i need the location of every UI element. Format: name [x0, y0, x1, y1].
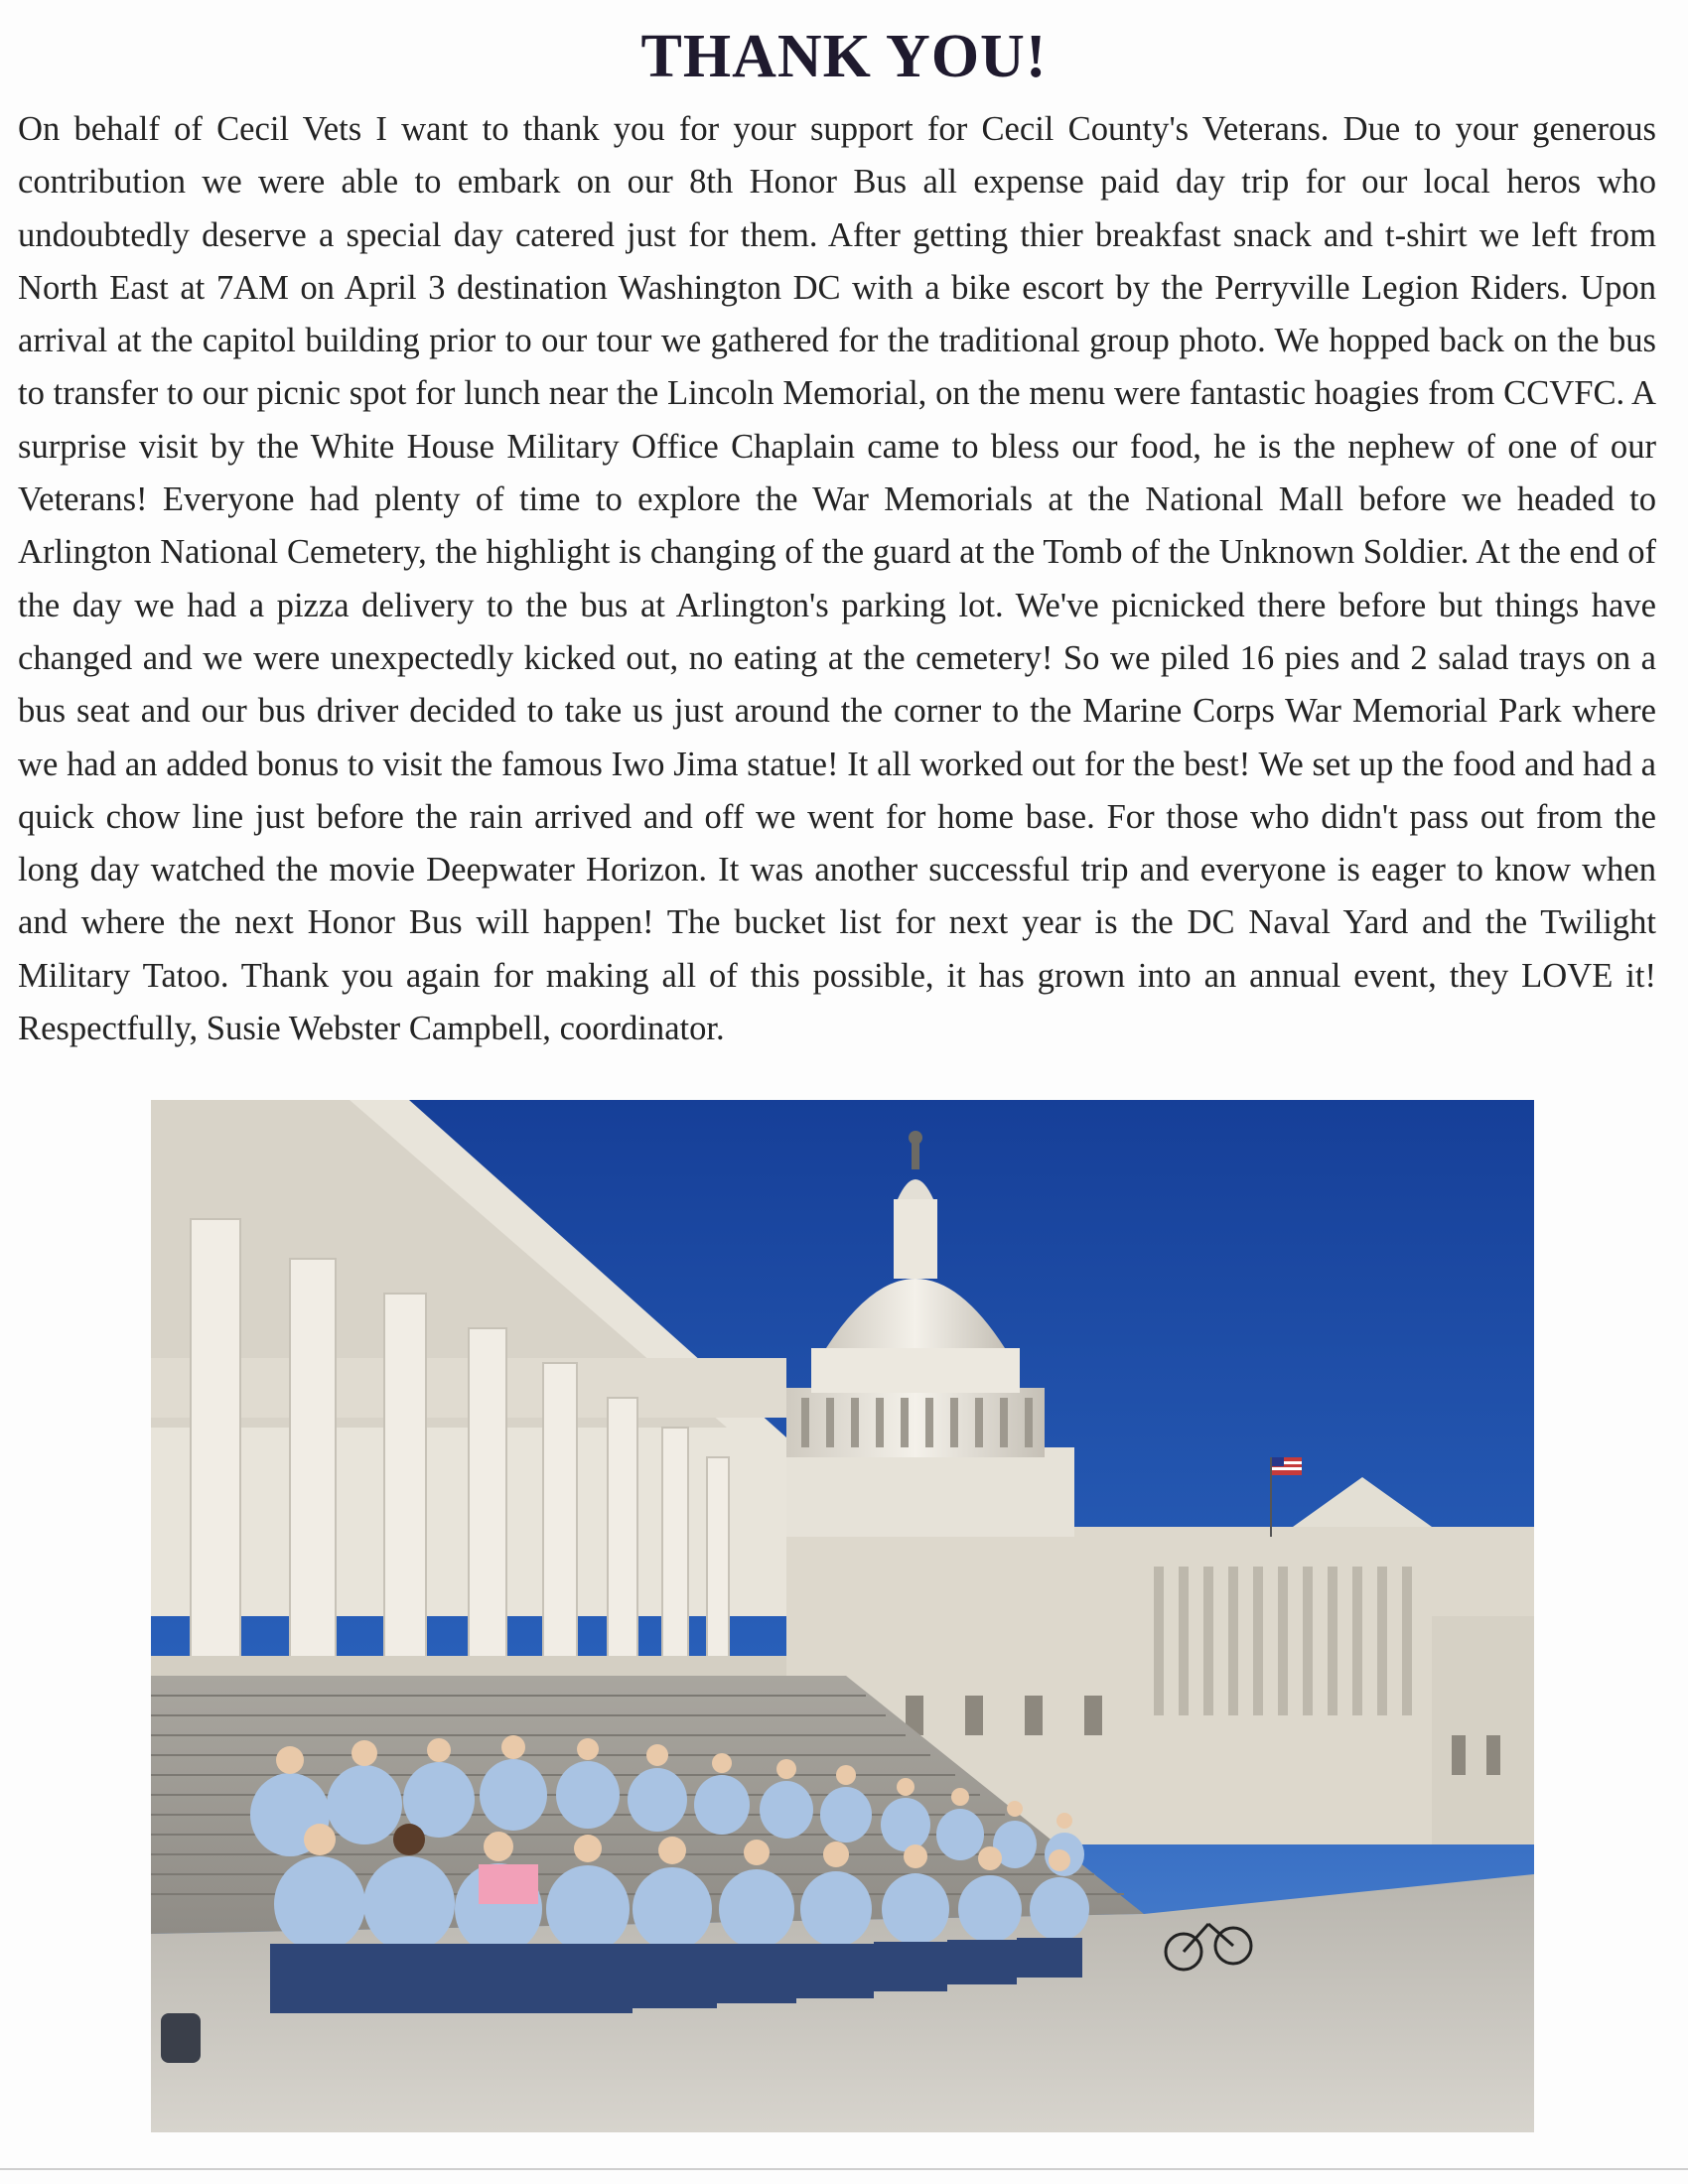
group-photo-capitol — [151, 1100, 1534, 2132]
document-title: THANK YOU! — [640, 23, 1048, 90]
scan-edge-line — [0, 2168, 1688, 2170]
backpack — [161, 2013, 201, 2063]
letter-body: On behalf of Cecil Vets I want to thank you for your support for Cecil County's Veterans. Due to your generous contribution we were able to embark on our 8th Honor Bus all expense paid day trip for our local heros who undoubtedly deserve a special day catered just for them. After getting thier breakfast snack and t-shirt we left from North East at 7AM on April 3 destination Washington DC with a bike escort by the Perryville Legion Riders. Upon arrival at the capitol building prior to our tour we gathered for the traditional group photo. We hopped back on the bus to transfer to our picnic spot for lunch near the Lincoln Memorial, on the menu were fantastic hoagies from CCVFC. A surprise visit by the White House Military Office Chaplain came to bless our food, he is the nephew of one of our Veterans! Everyone had plenty of time to explore the War Memorials at the National Mall before we headed to Arlington National Cemetery, the highlight is changing of the guard at the Tomb of the Unknown Soldier. At the end of the day we had a pizza delivery to the bus at Arlington's parking lot. We've picnicked there before but things have changed and we were unexpectedly kicked out, no eating at the cemetery! So we piled 16 pies and 2 salad trays on a bus seat and our bus driver decided to take us just around the corner to the Marine Corps War Memorial Park where we had an added bonus to visit the famous Iwo Jima statue! It all worked out for the best! We set up the food and had a quick chow line just before the rain arrived and off we went for home base. For those who didn't pass out from the long day watched the movie Deepwater Horizon. It was another successful trip and everyone is eager to know when and where the next Honor Bus will happen! The bucket list for next year is the DC Naval Yard and the Twilight Military Tatoo. Thank you again for making all of this possible, it has grown into an annual event, they LOVE it! Respectfully, Susie Webster Campbell, coordinator. — [18, 110, 1656, 1048]
